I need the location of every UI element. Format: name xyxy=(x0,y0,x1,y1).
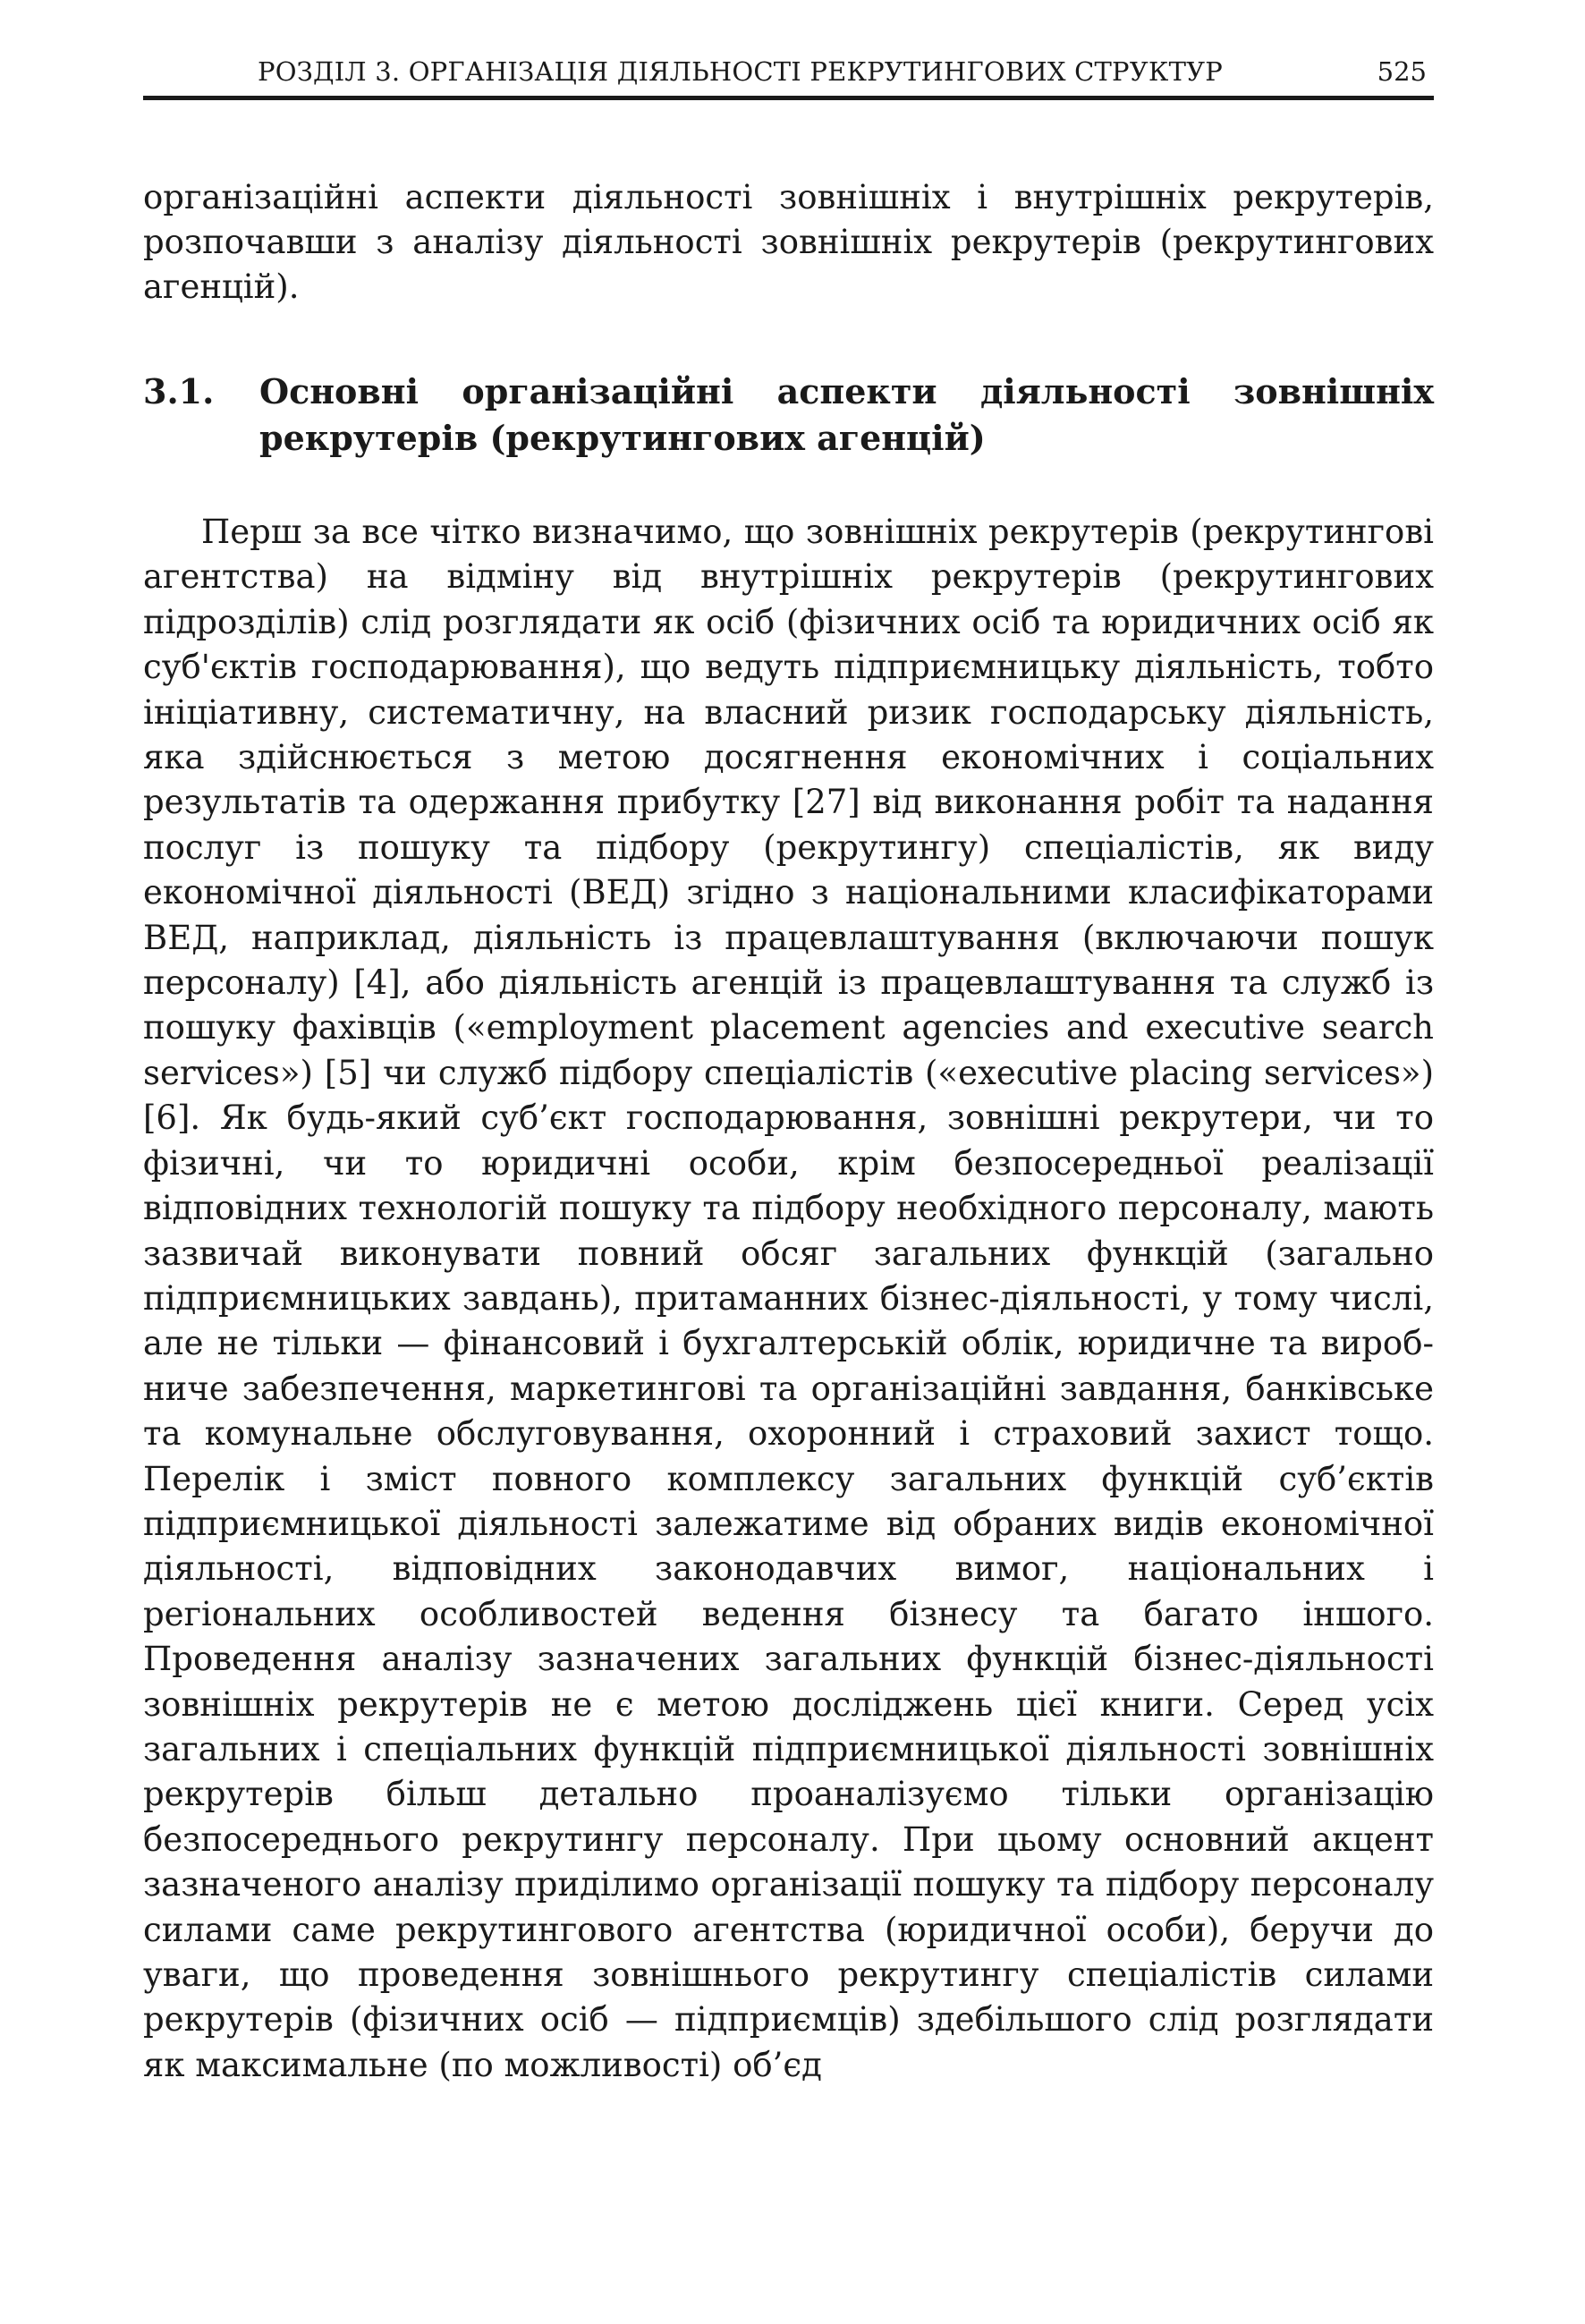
section-number: 3.1. xyxy=(143,371,215,411)
book-page xyxy=(143,0,1434,2324)
running-header xyxy=(143,55,1434,100)
section-title: Основні організаційні аспекти діяльності зовнішніх рекрутерів (рекрутингових агенцій) xyxy=(259,371,1434,458)
page-number: 525 xyxy=(1377,56,1427,87)
header-title: РОЗДІЛ 3. ОРГАНІЗАЦІЯ ДІЯЛЬНОСТІ РЕКРУТИНГОВИХ СТРУКТУР xyxy=(258,56,1223,87)
intro-paragraph: організаційні аспекти діяльності зовнішніх і внутрішніх рекрутерів, розпочавши з аналізу діяльності зовнішніх рекрутерів (рекрутингових агенцій). xyxy=(143,178,1434,306)
body-paragraph: Перш за все чітко визначимо, що зовнішніх рекрутерів (рекрутингові агентства) на відміну від внутрішніх рекрутерів (рекрутингових підрозділів) слід розглядати як осіб (фізичних осіб та юридичних осіб як суб'єктів господарювання), що ведуть підприємницьку діяльність, тобто ініціативну, систематичну, на власний ризик господарську діяльність, яка здійснюється з метою досягнення економічних і соціальних результатів та одержання прибутку [27] від виконання робіт та надання послуг із пошуку та підбору (рекрутингу) спеціалістів, як виду економічної діяльності (ВЕД) згідно з національними класифікаторами ВЕД, наприклад, діяльність із працевлаштування (включаючи пошук персоналу) [4], або діяльність агенцій із працевлаштування та служб із пошуку фахівців («employment placement agencies and executive search services») [5] чи служб підбору спеціалістів («executive placing services») [6]. Як будь-який суб’єкт господарювання, зовнішні рекрутери, чи то фізичні, чи то юридичні особи, крім безпосередньої реалізації відповідних технологій пошуку та підбору необхідного персоналу, мають зазвичай виконувати повний обсяг загальних функцій (загально підприємницьких завдань), притаманних бізнес-діяльності, у тому числі, але не тільки — фінансовий і бухгалтерській облік, юридичне та виробниче забезпечення, маркетингові та організаційні завдання, банківське та комунальне обслуговування, охоронний і страховий захист тощо. Перелік і зміст повного комплексу загальних функцій суб’єктів підприємницької діяльності залежатиме від обраних видів економічної діяльності, відповідних законодавчих вимог, національних і регіональних особливостей ведення бізнесу та багато іншого. Проведення аналізу зазначених загальних функцій бізнес-діяльності зовнішніх рекрутерів не є метою досліджень цієї книги. Серед усіх загальних і спеціальних функцій підприємницької діяльності зовнішніх рекрутерів більш детально проаналізуємо тільки організацію безпосереднього рекрутингу персоналу. При цьому основний акцент зазначеного аналізу приділимо організації пошуку та підбору персоналу силами саме рекрутингового агентства (юридичної особи), беручи до уваги, що проведення зовнішнього рекрутингу спеціалістів силами рекрутерів (фізичних осіб — підприємців) здебільшого слід розглядати як максимальне (по можливості) об’єд xyxy=(143,513,1434,2084)
